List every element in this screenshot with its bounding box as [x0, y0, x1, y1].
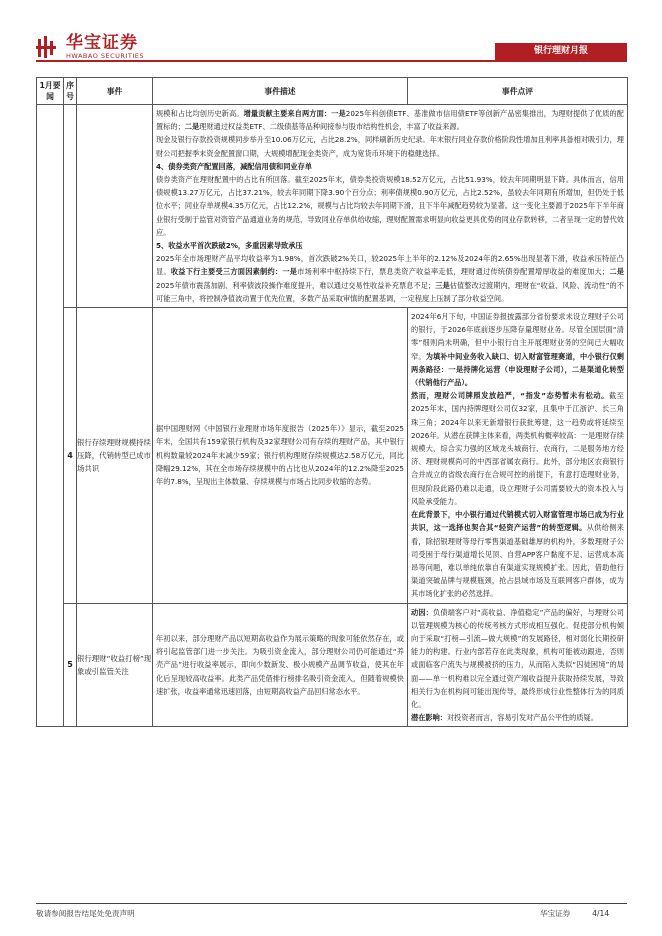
table-row	[37, 308, 628, 603]
event-description: 据中国理财网《中国银行业理财市场年度报告（2025年）》显示，截至2025年末，全国共有159家银行机构及32家理财公司有存续的理财产品，其中银行机构数量较2024年末减少59家；银行机构理财存续规模达2.58万亿元，同比降幅29.12%，其在全市场存续规模中的占比也从2024年的12.2%降至2025年的7.8%，呈现出主体数量、存续规模与市场占比同步收缩的态势。	[156, 424, 404, 487]
comment-paragraph	[156, 173, 624, 239]
bold-text: 4、债券类资产配置回落，减配信用债和同业存单	[156, 161, 312, 171]
text-run: 对投资者而言，容易引发对产品公平性的质疑。	[446, 713, 598, 723]
bold-text: 5、收益水平首次跌破2%，多重因素导致承压	[156, 241, 303, 251]
table-row-continued	[37, 105, 628, 308]
bold-text: 动因：	[411, 607, 434, 617]
row-number: 4	[64, 308, 77, 603]
brand-name-en: HWABAO SECURITIES	[66, 52, 144, 60]
header-desc: 事件描述	[153, 78, 408, 105]
comment-paragraph	[156, 239, 624, 252]
comment-paragraph	[156, 107, 624, 133]
comment-paragraph	[156, 160, 624, 173]
report-title-badge: 银行理财月报	[495, 43, 627, 60]
table-header-row	[37, 78, 628, 105]
text-run: 负债端客户对“高收益、净值稳定”产品的偏好，与理财公司以管理规模为核心的传统考核方式形成相互强化。促使部分机构倾向于采取“打榜—引流—做大规模”的发展路径，相对弱化长期投研能力的构建。行业内部若存在此类现象，机构可能被动跟进，否则或面临客户流失与规模被挤的压力，从而陷入类似“囚徒困境”的局面——单一机构难以完全通过资产端收益提升获取持续发展，导致相关行为在机构间可能出现传导，最终形成行业性整体行为的同质化。	[411, 607, 624, 709]
row-number: 5	[64, 603, 77, 727]
event-description-cell	[153, 603, 408, 727]
page-number: 4/14	[592, 909, 610, 918]
month-cell	[37, 105, 64, 727]
text-run: 2025年科创债ETF、基准做市信用债ETF等创新产品密集推出，为理财提供了优质的配置标的；	[156, 109, 624, 132]
comment-paragraph	[411, 711, 624, 724]
footer-page-info	[540, 908, 609, 919]
news-table	[36, 77, 628, 727]
continued-comment-cell	[153, 105, 628, 308]
text-run: 截至2025年末，国内持牌理财公司仅32家，且集中于江浙沪、长三角珠三角；2024年以来无新增银行获批筹建，这一趋势或将延续至2026年。从潜在获牌主体来看，两类机构概率较高：一是理财存续规模大、综合实力强的区域龙头城商行、农商行，二是服务地方经济、理财规模尚可的中西部省属农商行。此外，部分地区农商银行合并成立的省级农商行在合规可控的前提下，有意打造理财业务，但现阶段此路仍难以走通，设立理财子公司需要较大的资本投入与风险承受能力。	[411, 391, 624, 506]
brand-name-cn: 华宝证券	[66, 33, 138, 53]
header-event: 事件	[77, 78, 153, 105]
comment-paragraph	[411, 508, 624, 600]
header-divider	[36, 60, 627, 62]
bold-text: 为填补中间业务收入缺口、切入财富管理赛道，中小银行仅剩两条路径：一是持牌化运营（申设理财子公司），二是渠道化转型（代销他行产品）。	[411, 351, 624, 388]
disclaimer-note: 敬请参阅报告结尾处免责声明	[36, 909, 135, 918]
page-header	[0, 0, 662, 62]
event-title: 银行理财“收益打榜”现象或引监管关注	[77, 603, 153, 727]
comment-paragraph	[411, 606, 624, 712]
event-comment-cell	[408, 603, 628, 727]
comment-paragraph	[156, 133, 624, 159]
bold-text: 二是	[609, 267, 624, 277]
text-run: 现金及银行存款投资规模同步举升至10.06万亿元，占比28.2%，同样刷新历史纪录。年末银行同业存款价格阶段性增加且利率具备相对吸引力，理财公司把握季末资金配置窗口期，大规模增配现金类资产，成为宽货币环境下的稳健选择。	[156, 135, 624, 158]
logo-icon	[36, 35, 60, 59]
event-title: 银行存续理财规模持续压降，代销转型已成市场共识	[77, 308, 153, 603]
event-comment	[408, 308, 627, 602]
bold-text: 增量贡献主要来自两方面：一是	[243, 109, 346, 118]
comment-paragraph	[156, 252, 624, 305]
event-description: 年初以来，部分理财产品以短期高收益作为展示策略的现象可能依然存在，或将引起监管部门进一步关注。为吸引资金流入，部分理财公司仍可能通过“养壳产品”进行收益率展示，即向少数新发、极小规模产品调节收益，使其在年化后呈现较高收益率。此类产品凭借排行榜排名吸引资金流入，但随着规模快速扩张，收益率通常迅速回落，由短期高收益产品回归常态水平。	[156, 633, 404, 696]
bold-text: 然而，理财公司牌照发放趋严，“指发”态势暂未有松动。	[411, 391, 609, 401]
text-run: 市场利率中枢持续下行，票息类资产收益率走低，理财通过传统债券配置增厚收益的难度加大；	[297, 267, 610, 277]
event-cell	[77, 105, 153, 308]
bold-text: 三是	[435, 280, 450, 290]
text-run: 2025年全市场理财产品平均收益率为1.98%，首次跌破2%关口，较2025年上半年的2.12%及2024年的2.65%出现显著下滑，收益承压特征凸显。	[156, 254, 624, 277]
bold-text: 收益下行主要受三方面因素制约：一是	[170, 267, 298, 277]
text-run: 理财通过权益类ETF、二级债基等品种间接参与股市结构性机会，丰富了收益来源。	[199, 122, 464, 132]
event-comment	[408, 604, 627, 727]
bold-text: 在此背景下，中小银行通过代销模式切入财富管理市场已成为行业共识，这一选择也契合其“轻资产运营”的转型逻辑。	[411, 510, 624, 533]
header-no: 序号	[64, 78, 77, 105]
text-run: 2024年6月下旬，中国证券报披露部分省份要求未设立理财子公司的银行，于2026年底前逐步压降存量理财业务。尽管全国层面“清零”细则尚未明确，但中小银行自主开展理财业务的空间已大幅收窄。	[411, 312, 624, 361]
comment-paragraph	[411, 389, 624, 508]
footer-divider	[36, 903, 627, 904]
header-comment: 事件点评	[408, 78, 628, 105]
footer-company: 华宝证券	[540, 909, 571, 918]
header-month: 1月要闻	[37, 78, 64, 105]
no-cell	[64, 105, 77, 308]
text-run: 债券类资产在理财配置中的占比有所回落。截至2025年末，债券类投资规模18.52万亿元，占比51.93%，较去年同期明显下降。具体而言，信用债规模13.27万亿元，占比37.21%，较去年同期下降3.90个百分点；利率债规模0.90万亿元，占比2.52%，虽较去年同期有所增加，但仍处于低位水平；同业存单规模4.35万亿元，占比12.2%，规模与占比均较去年同期下滑，且下半年减配趋势较为显著。这一变化主要源于2025年下半年商业银行受制于监管对资管产品通道业务的规范，导致同业存单供给收缩，理财配置需求明显向收益更具优势的同业存款转移，二者呈现一定的替代效应。	[156, 175, 624, 237]
company-logo	[36, 34, 144, 60]
text-run: 2025年债市震荡加剧、利率债波段操作难度提升，难以通过交易性收益补充票息不足；	[156, 280, 436, 290]
continued-comment-text	[153, 105, 627, 307]
table-row	[37, 603, 628, 727]
text-run: 估值整改过渡期内，理财在“收益、风险、流动性”的不可能三角中，将控制净值波动置于优先位置，多数产品采取审慎的配置基调，一定程度上压制了部分收益空间。	[156, 280, 624, 303]
comment-paragraph	[411, 310, 624, 389]
bold-text: 潜在影响：	[411, 713, 447, 723]
text-run: 从供给侧来看，除招银理财等母行零售渠道基础雄厚的机构外，多数理财子公司受困于母行渠道增长见顶、自营APP客户黏度不足、运营成本高昂等问题，难以单纯依靠自有渠道实现规模扩张。因此，借助他行渠道突破品牌与规模瓶颈，抢占县域市场及互联网客户群体，成为其市场化扩张的必然选择。	[411, 523, 624, 599]
bold-text: 二是	[184, 122, 200, 132]
text-run: 规模和占比均创历史新高。	[156, 109, 244, 118]
event-comment-cell	[408, 308, 628, 603]
event-description-cell	[153, 308, 408, 603]
